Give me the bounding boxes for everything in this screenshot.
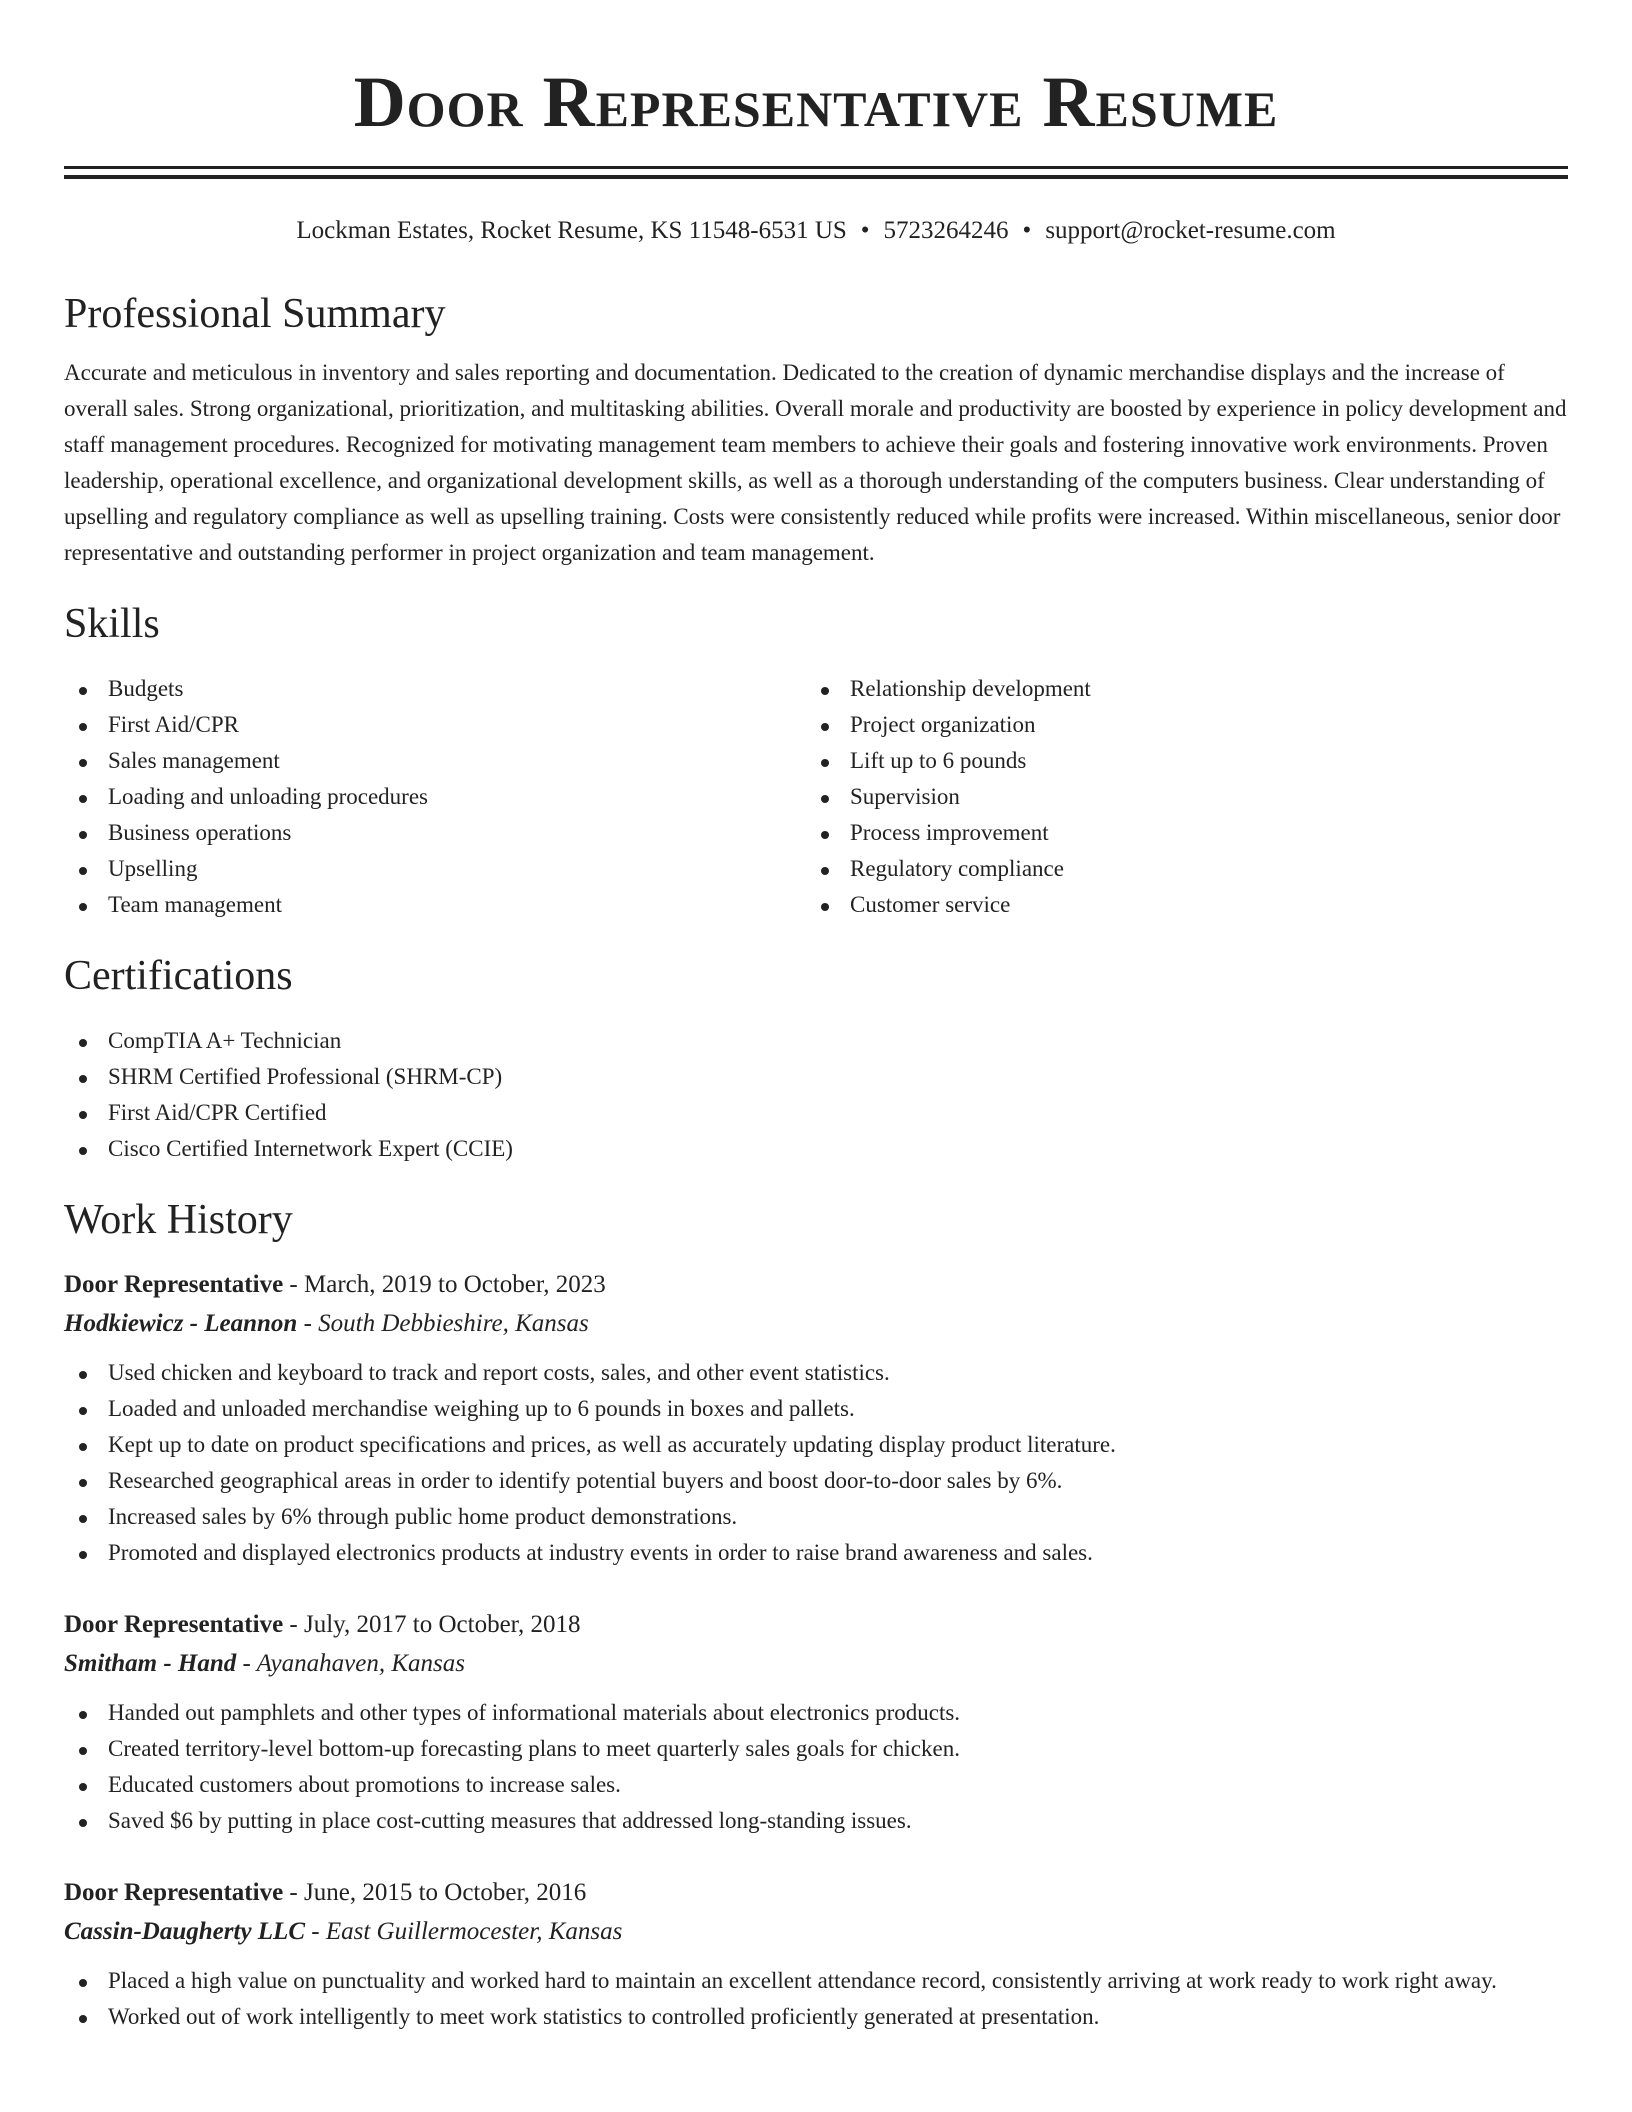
job-bullet	[64, 1391, 1568, 1427]
bullet-icon	[79, 1819, 87, 1827]
contact-separator: •	[860, 217, 870, 244]
skill-label: Customer service	[850, 892, 1011, 917]
skill-item	[64, 779, 806, 815]
certification-item	[64, 1059, 1568, 1095]
job-bullet	[64, 1535, 1568, 1571]
skills-section	[64, 599, 1568, 923]
job-header	[64, 1605, 1568, 1644]
job-bullets	[64, 1355, 1568, 1571]
job-bullet	[64, 1695, 1568, 1731]
skill-item	[64, 851, 806, 887]
bullet-icon	[821, 867, 829, 875]
resume-page	[64, 0, 1568, 2035]
bullet-icon	[821, 795, 829, 803]
skill-item	[806, 851, 1548, 887]
skill-item	[64, 671, 806, 707]
skill-item	[806, 743, 1548, 779]
skill-label: Regulatory compliance	[850, 856, 1064, 881]
work-history-heading: Work History	[64, 1197, 293, 1243]
job-header	[64, 1265, 1568, 1304]
job-bullet-text: Placed a high value on punctuality and worked hard to maintain an excellent attendance record, consistently arriving at work ready to work right away.	[108, 1968, 1497, 1993]
job-header	[64, 1873, 1568, 1912]
job-entry	[64, 1605, 1568, 1839]
bullet-icon	[79, 1407, 87, 1415]
job-bullet	[64, 1963, 1568, 1999]
certifications-list	[64, 1023, 1568, 1167]
bullet-icon	[79, 831, 87, 839]
bullet-icon	[79, 1479, 87, 1487]
skill-item	[64, 815, 806, 851]
title-rule-top	[64, 166, 1568, 169]
skill-label: Budgets	[108, 676, 184, 701]
bullet-icon	[821, 759, 829, 767]
resume-title: Door Representative Resume	[353, 62, 1279, 142]
job-bullet	[64, 1731, 1568, 1767]
contact-line	[64, 215, 1568, 247]
bullet-icon	[821, 723, 829, 731]
bullet-icon	[79, 1371, 87, 1379]
bullet-icon	[79, 1711, 87, 1719]
skill-item	[64, 707, 806, 743]
certifications-heading: Certifications	[64, 953, 293, 999]
title-rule-bottom	[64, 175, 1568, 179]
bullet-icon	[79, 795, 87, 803]
job-bullet-text: Educated customers about promotions to increase sales.	[108, 1772, 621, 1797]
work-history-section	[64, 1195, 1568, 2035]
skill-item	[806, 707, 1548, 743]
bullet-icon	[79, 723, 87, 731]
bullet-icon	[821, 687, 829, 695]
job-bullet-text: Created territory-level bottom-up forecasting plans to meet quarterly sales goals for chicken.	[108, 1736, 960, 1761]
bullet-icon	[79, 1443, 87, 1451]
bullet-icon	[79, 1783, 87, 1791]
certification-item	[64, 1023, 1568, 1059]
job-employer	[64, 1912, 1568, 1951]
skill-item	[806, 887, 1548, 923]
job-bullet	[64, 1427, 1568, 1463]
bullet-icon	[79, 1551, 87, 1559]
company-name: Smitham - Hand	[64, 1650, 237, 1677]
job-bullet-text: Saved $6 by putting in place cost-cutting measures that addressed long-standing issues.	[108, 1808, 912, 1833]
skill-label: Team management	[108, 892, 283, 917]
job-bullet-text: Promoted and displayed electronics products at industry events in order to raise brand awareness and sales.	[108, 1540, 1093, 1565]
bullet-icon	[821, 903, 829, 911]
company-location: - East Guillermocester, Kansas	[305, 1918, 623, 1945]
skills-heading: Skills	[64, 601, 160, 647]
bullet-icon	[79, 903, 87, 911]
job-bullets	[64, 1695, 1568, 1839]
certification-item	[64, 1131, 1568, 1167]
company-name: Cassin-Daugherty LLC	[64, 1918, 306, 1945]
certification-label: Cisco Certified Internetwork Expert (CCIE)	[108, 1136, 513, 1161]
certification-label: First Aid/CPR Certified	[108, 1100, 327, 1125]
job-bullet	[64, 1999, 1568, 2035]
bullet-icon	[79, 1111, 87, 1119]
skill-label: Upselling	[108, 856, 198, 881]
skill-label: Business operations	[108, 820, 292, 845]
skills-grid	[64, 671, 1568, 923]
bullet-icon	[79, 1075, 87, 1083]
contact-phone: 5723264246	[883, 217, 1009, 244]
job-bullet	[64, 1463, 1568, 1499]
job-bullet-text: Kept up to date on product specifications and prices, as well as accurately updating display product literature.	[108, 1432, 1116, 1457]
certification-label: SHRM Certified Professional (SHRM-CP)	[108, 1064, 503, 1089]
job-bullet	[64, 1803, 1568, 1839]
certification-label: CompTIA A+ Technician	[108, 1028, 342, 1053]
job-dates: - June, 2015 to October, 2016	[283, 1879, 587, 1906]
company-name: Hodkiewicz - Leannon	[64, 1310, 298, 1337]
bullet-icon	[79, 2015, 87, 2023]
job-title: Door Representative	[64, 1271, 284, 1298]
job-bullet-text: Researched geographical areas in order to identify potential buyers and boost door-to-door sales by 6%.	[108, 1468, 1063, 1493]
skill-item	[64, 887, 806, 923]
bullet-icon	[79, 1515, 87, 1523]
skill-label: First Aid/CPR	[108, 712, 240, 737]
bullet-icon	[79, 1979, 87, 1987]
contact-separator: •	[1022, 217, 1032, 244]
skill-label: Relationship development	[850, 676, 1091, 701]
skill-label: Supervision	[850, 784, 960, 809]
contact-email: support@rocket-resume.com	[1045, 217, 1336, 244]
skill-label: Sales management	[108, 748, 280, 773]
job-employer	[64, 1644, 1568, 1683]
job-bullet-text: Increased sales by 6% through public home product demonstrations.	[108, 1504, 738, 1529]
job-bullet-text: Loaded and unloaded merchandise weighing up to 6 pounds in boxes and pallets.	[108, 1396, 855, 1421]
bullet-icon	[821, 831, 829, 839]
certification-item	[64, 1095, 1568, 1131]
skill-item	[806, 671, 1548, 707]
job-entry	[64, 1873, 1568, 2035]
job-bullet-text: Used chicken and keyboard to track and report costs, sales, and other event statistics.	[108, 1360, 890, 1385]
job-bullet	[64, 1355, 1568, 1391]
job-bullet-text: Worked out of work intelligently to meet work statistics to controlled proficiently generated at presentation.	[108, 2004, 1100, 2029]
job-entry	[64, 1265, 1568, 1571]
job-title: Door Representative	[64, 1611, 284, 1638]
bullet-icon	[79, 687, 87, 695]
skill-label: Loading and unloading procedures	[108, 784, 428, 809]
bullet-icon	[79, 1147, 87, 1155]
bullet-icon	[79, 867, 87, 875]
contact-address: Lockman Estates, Rocket Resume, KS 11548-6531 US	[296, 217, 847, 244]
company-location: - Ayanahaven, Kansas	[236, 1650, 465, 1677]
certifications-section	[64, 951, 1568, 1167]
job-employer	[64, 1304, 1568, 1343]
summary-section	[64, 289, 1568, 571]
skill-item	[806, 815, 1548, 851]
bullet-icon	[79, 1747, 87, 1755]
bullet-icon	[79, 759, 87, 767]
skill-label: Project organization	[850, 712, 1036, 737]
job-bullet	[64, 1499, 1568, 1535]
skills-left-column	[64, 671, 806, 923]
summary-text: Accurate and meticulous in inventory and sales reporting and documentation. Dedicated to the creation of dynamic merchandise displays and the increase of overall sales. Strong organizational, prioritization, and multitasking abilities. Overall morale and productivity are boosted by experience in policy development and staff management procedures. Recognized for motivating management team members to achieve their goals and fostering innovative work environments. Proven leadership, operational excellence, and organizational development skills, as well as a thorough understanding of the computers business. Clear understanding of upselling and regulatory compliance as well as upselling training. Costs were consistently reduced while profits were increased. Within miscellaneous, senior door representative and outstanding performer in project organization and team management.	[64, 360, 1567, 565]
job-bullet-text: Handed out pamphlets and other types of informational materials about electronics products.	[108, 1700, 961, 1725]
job-bullets	[64, 1963, 1568, 2035]
skill-item	[806, 779, 1548, 815]
job-dates: - July, 2017 to October, 2018	[283, 1611, 581, 1638]
skill-label: Lift up to 6 pounds	[850, 748, 1027, 773]
job-title: Door Representative	[64, 1879, 284, 1906]
job-dates: - March, 2019 to October, 2023	[283, 1271, 606, 1298]
bullet-icon	[79, 1039, 87, 1047]
summary-heading: Professional Summary	[64, 291, 446, 337]
skill-item	[64, 743, 806, 779]
job-bullet	[64, 1767, 1568, 1803]
company-location: - South Debbieshire, Kansas	[297, 1310, 589, 1337]
skill-label: Process improvement	[850, 820, 1049, 845]
skills-right-column	[806, 671, 1548, 923]
